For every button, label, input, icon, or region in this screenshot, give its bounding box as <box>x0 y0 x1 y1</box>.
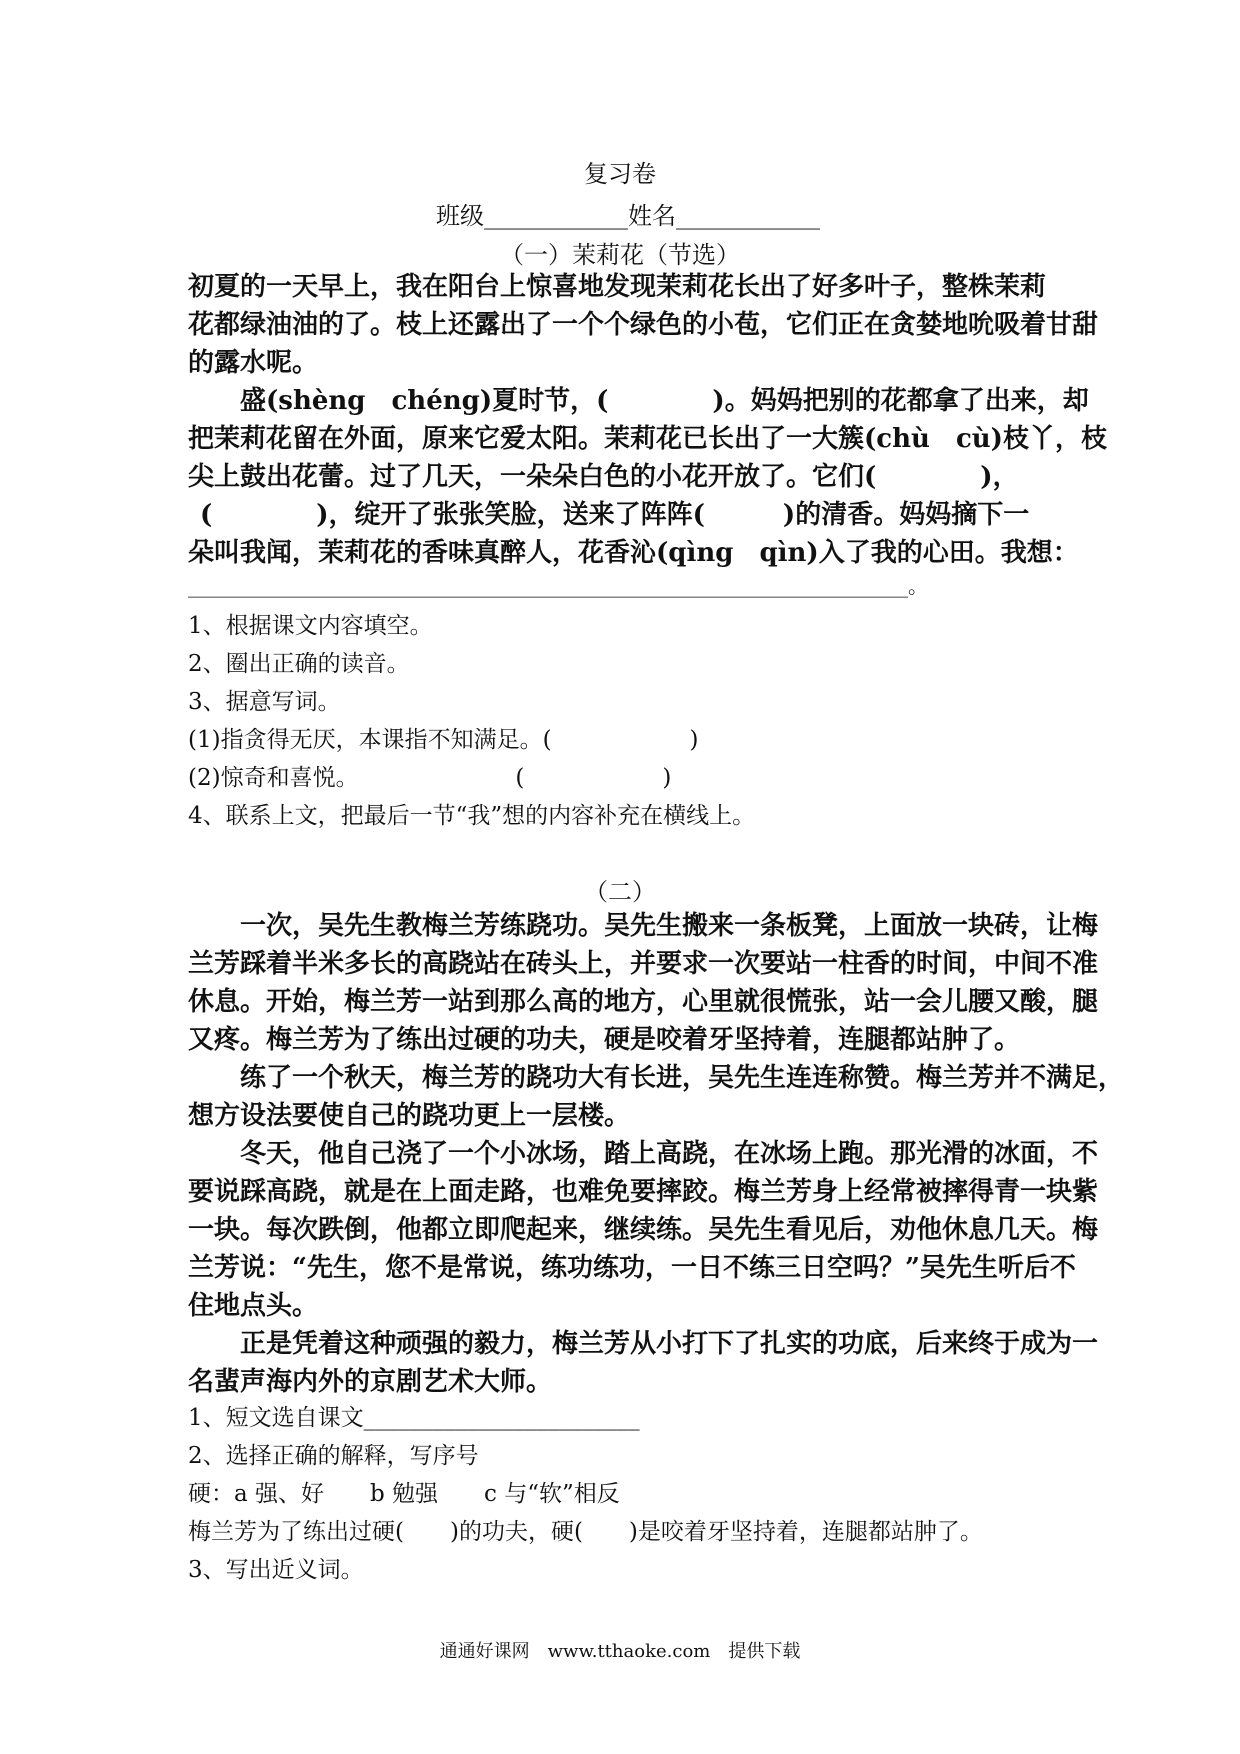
s2-question: 3、写出近义词。 <box>188 1557 364 1583</box>
s2-line: 一块。每次跌倒，他都立即爬起来，继续练。吴先生看见后，劝他休息几天。梅 <box>188 1215 1099 1245</box>
answer-blank-line: ________________________________________________________________________。 <box>188 574 928 598</box>
s1-question: (1)指贪得无厌，本课指不知满足。( ) <box>188 727 699 753</box>
s2-question: 梅兰芳为了练出过硬( )的功夫，硬( )是咬着牙坚持着，连腿都站肿了。 <box>188 1519 983 1545</box>
s1-line: 的露水呢。 <box>188 348 319 378</box>
s1-line: ( )，绽开了张张笑脸，送来了阵阵( )的清香。妈妈摘下一 <box>200 500 1030 530</box>
s1-question: 1、根据课文内容填空。 <box>188 613 433 639</box>
s2-line: 名蜚声海内外的京剧艺术大师。 <box>188 1367 553 1397</box>
s1-question: 3、据意写词。 <box>188 689 341 715</box>
s1-line: 朵叫我闻，茉莉花的香味真醉人，花香沁(qìng qìn)入了我的心田。我想： <box>188 538 1079 568</box>
s2-line: 练了一个秋天，梅兰芳的跷功大有长进，吴先生连连称赞。梅兰芳并不满足， <box>240 1063 1125 1093</box>
s2-line: 休息。开始，梅兰芳一站到那么高的地方，心里就很慌张，站一会儿腰又酸，腿 <box>188 987 1099 1017</box>
s2-line: 一次，吴先生教梅兰芳练跷功。吴先生搬来一条板凳，上面放一块砖，让梅 <box>240 911 1099 941</box>
s1-question: 4、联系上文，把最后一节“我”想的内容补充在横线上。 <box>188 803 756 829</box>
s1-question: (2)惊奇和喜悦。 ( ) <box>188 765 672 791</box>
s1-question: 2、圈出正确的读音。 <box>188 651 410 677</box>
section2-title: （二） <box>584 878 656 906</box>
s1-line: 尖上鼓出花蕾。过了几天，一朵朵白色的小花开放了。它们( )， <box>188 462 1019 492</box>
s2-line: 又疼。梅兰芳为了练出过硬的功夫，硬是咬着牙坚持着，连腿都站肿了。 <box>188 1025 1021 1055</box>
footer-credit: 通通好课网 www.tthaoke.com 提供下载 <box>439 1641 801 1662</box>
s2-line: 兰芳踩着半米多长的高跷站在砖头上，并要求一次要站一柱香的时间，中间不准 <box>188 949 1099 979</box>
s1-line: 把茉莉花留在外面，原来它爱太阳。茉莉花已长出了一大簇(chù cù)枝丫，枝 <box>188 424 1107 454</box>
s2-question: 2、选择正确的解释，写序号 <box>188 1443 479 1469</box>
s1-line: 初夏的一天早上，我在阳台上惊喜地发现茉莉花长出了好多叶子，整株茉莉 <box>188 272 1047 302</box>
s1-line: 花都绿油油的了。枝上还露出了一个个绿色的小苞，它们正在贪婪地吮吸着甘甜 <box>188 310 1099 340</box>
s2-line: 兰芳说：“先生，您不是常说，练功练功，一日不练三日空吗？”吴先生听后不 <box>188 1253 1076 1283</box>
s2-line: 想方设法要使自己的跷功更上一层楼。 <box>188 1101 631 1131</box>
class-name-line: 班级____________姓名____________ <box>436 202 820 230</box>
s2-line: 住地点头。 <box>188 1291 319 1321</box>
s2-question: 硬：a 强、好 b 勉强 c 与“软”相反 <box>188 1481 620 1507</box>
section1-title: （一）茉莉花（节选） <box>500 241 740 269</box>
s2-line: 正是凭着这种顽强的毅力，梅兰芳从小打下了扎实的功底，后来终于成为一 <box>240 1329 1099 1359</box>
s2-line: 冬天，他自己浇了一个小冰场，踏上高跷，在冰场上跑。那光滑的冰面，不 <box>240 1139 1099 1169</box>
s1-line: 盛(shèng chéng)夏时节，( )。妈妈把别的花都拿了出来，却 <box>240 386 1089 416</box>
page-title: 复习卷 <box>584 160 656 188</box>
s2-question: 1、短文选自课文________________________ <box>188 1405 640 1431</box>
s2-line: 要说踩高跷，就是在上面走路，也难免要摔跤。梅兰芳身上经常被摔得青一块紫 <box>188 1177 1099 1207</box>
